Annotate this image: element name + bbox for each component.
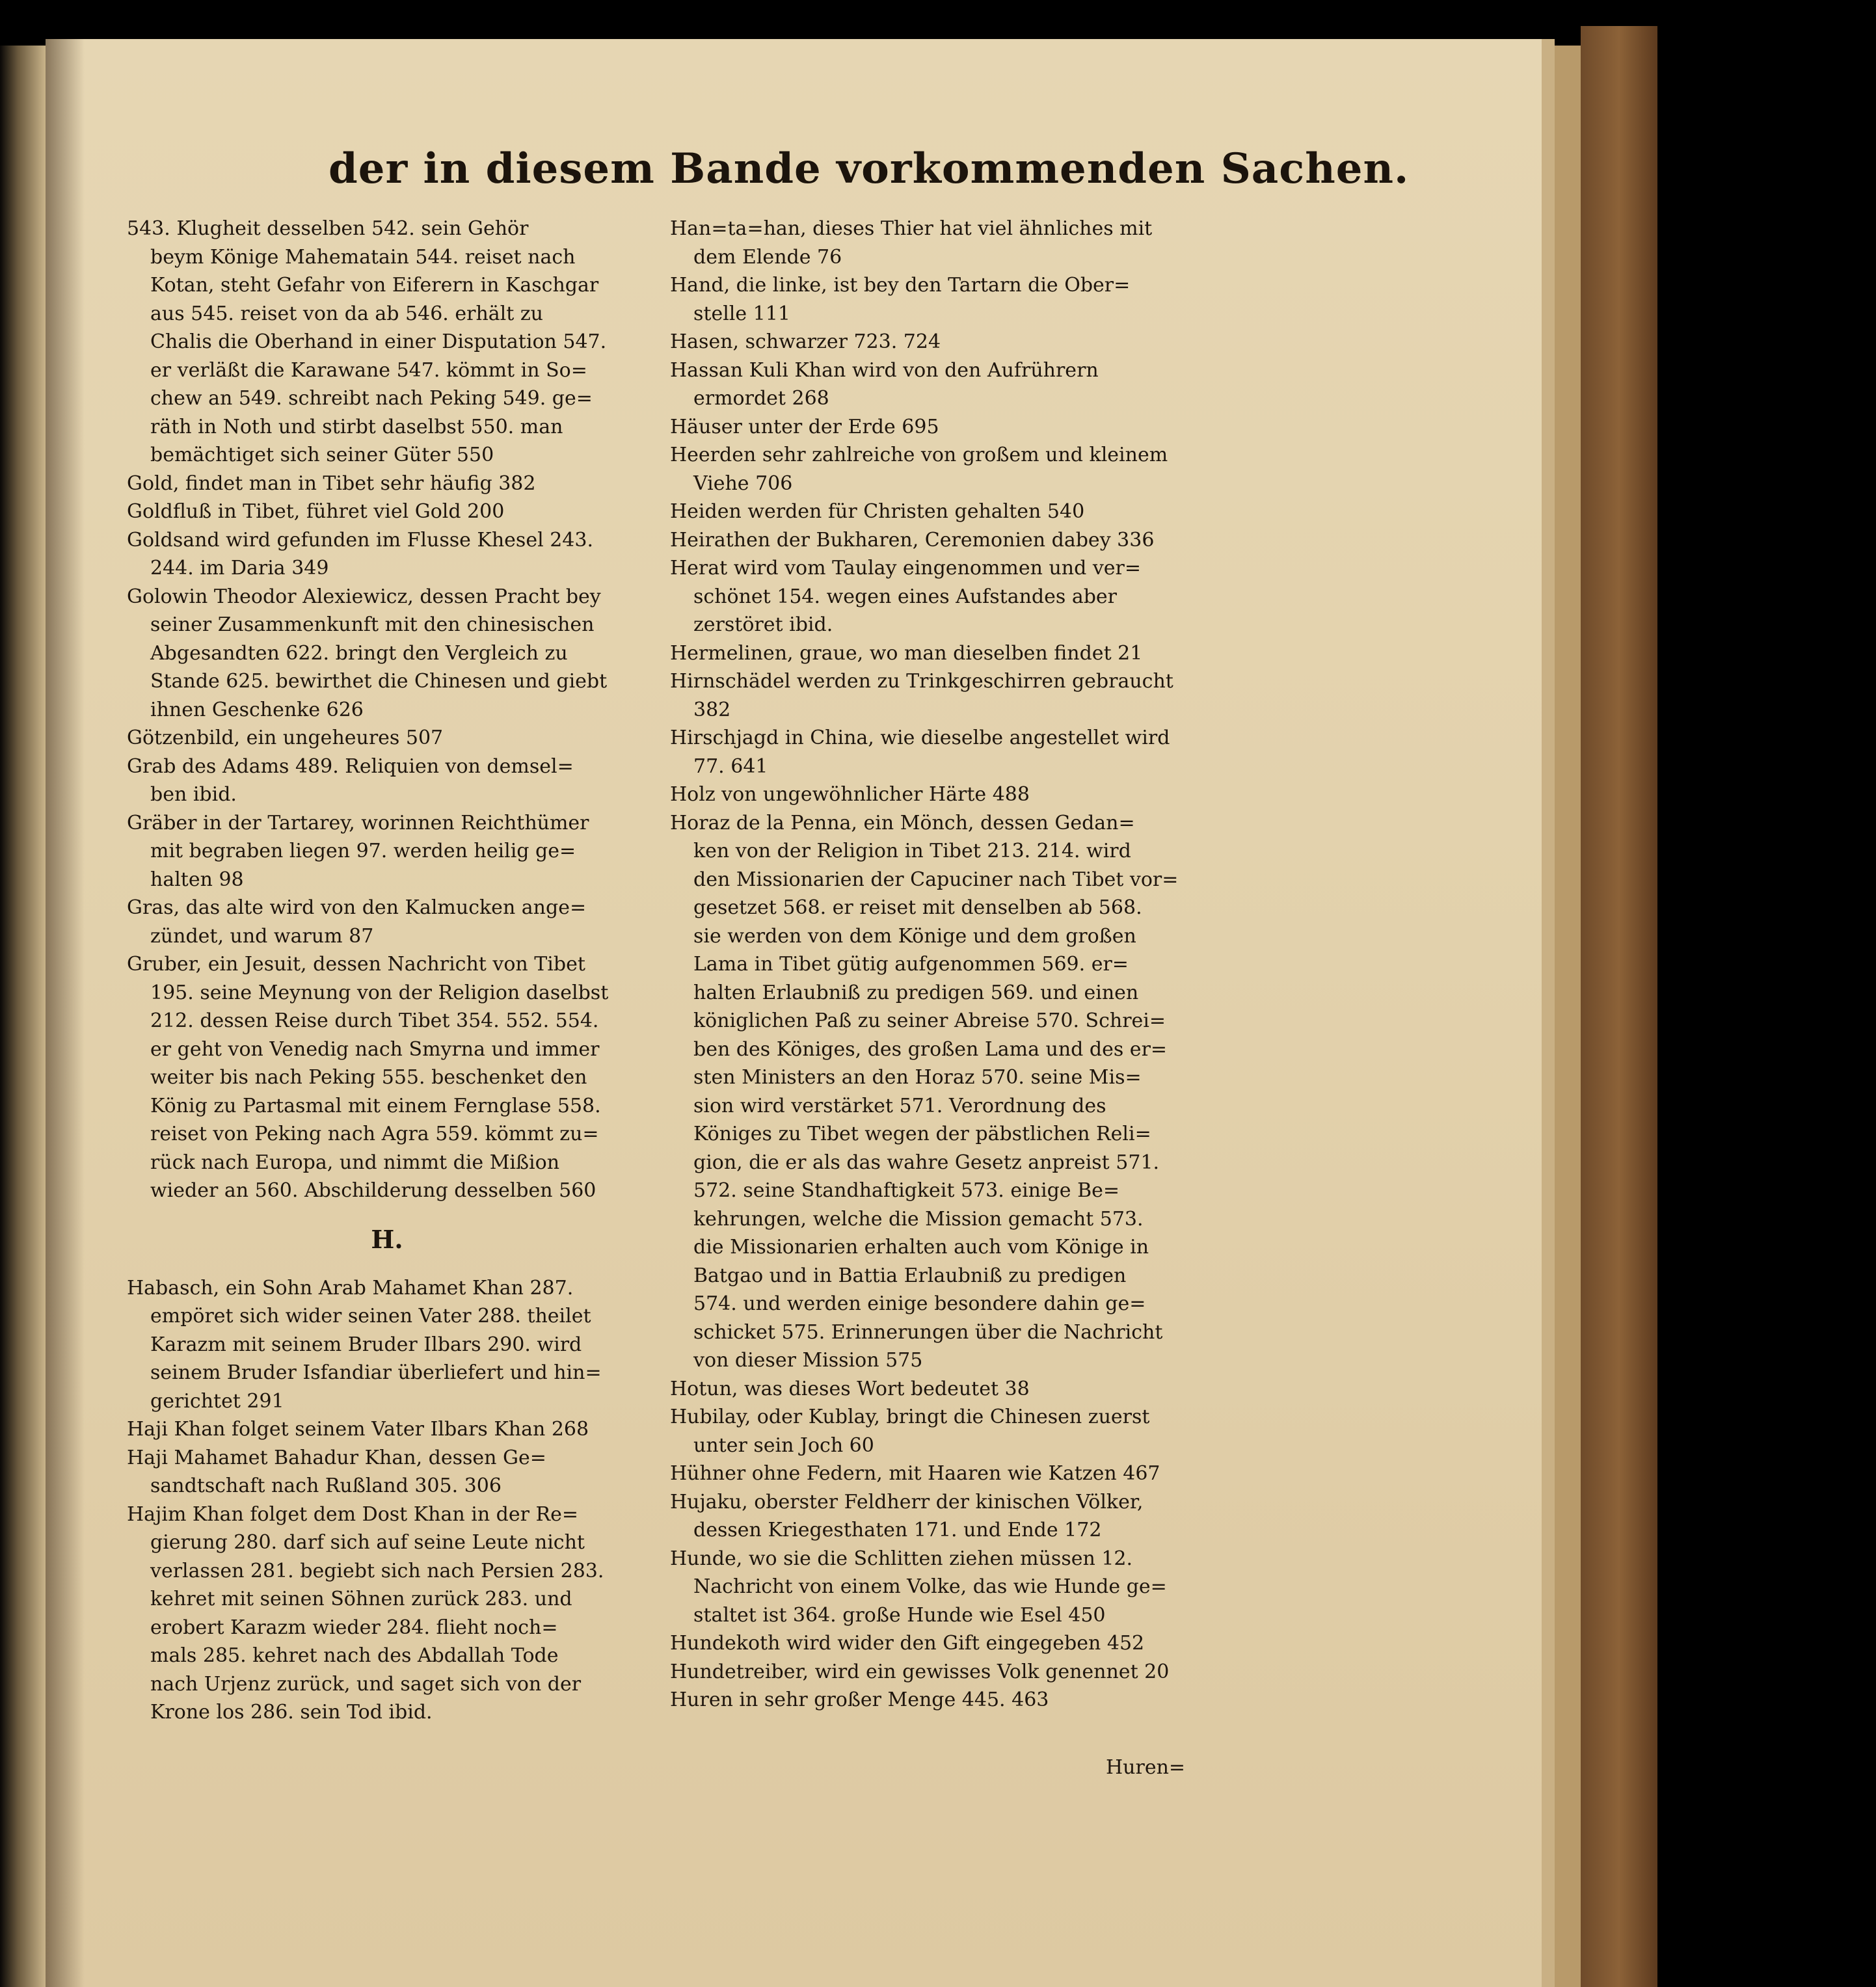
index-entry-line: 574. und werden einige besondere dahin ge= xyxy=(693,1292,1146,1315)
index-entry-line: nach Urjenz zurück, und saget sich von der xyxy=(150,1672,582,1696)
index-entry-line: ben des Königes, des großen Lama und des er= xyxy=(693,1037,1168,1061)
index-entry-line: unter sein Joch 60 xyxy=(693,1434,874,1457)
index-entry xyxy=(670,1545,1190,1630)
index-entry-line: bemächtiget sich seiner Güter 550 xyxy=(150,444,494,466)
index-entry-line: den Missionarien der Capuciner nach Tibet vor= xyxy=(693,868,1179,891)
index-entry-line: Hundekoth wird wider den Gift eingegeben 452 xyxy=(670,1632,1145,1655)
index-entry-line: Krone los 286. sein Tod ibid. xyxy=(150,1701,433,1724)
index-entry-line: Hotun, was dieses Wort bedeutet 38 xyxy=(670,1377,1030,1400)
catchword: Huren= xyxy=(1106,1756,1186,1779)
index-entry xyxy=(670,356,1190,413)
index-entry-line: König zu Partasmal mit einem Fernglase 558. xyxy=(150,1094,601,1117)
index-entry xyxy=(127,526,647,583)
facing-page-edge xyxy=(0,46,46,1987)
index-entry-line: Stande 625. bewirthet die Chinesen und giebt xyxy=(150,670,608,693)
index-entry xyxy=(670,554,1190,639)
index-entry-line: sandtschaft nach Rußland 305. 306 xyxy=(150,1474,502,1497)
index-entry xyxy=(670,724,1190,780)
index-entry-line: Karazm mit seinem Bruder Ilbars 290. wird xyxy=(150,1333,582,1356)
index-entry xyxy=(670,441,1190,498)
index-entry xyxy=(670,413,1190,442)
index-entry-line: Heirathen der Bukharen, Ceremonien dabey 336 xyxy=(670,528,1155,552)
index-entry-line: Hundetreiber, wird ein gewisses Volk genennet 20 xyxy=(670,1660,1170,1683)
index-entry-line: ermordet 268 xyxy=(693,387,829,410)
index-entry xyxy=(670,639,1190,668)
index-entry xyxy=(127,1415,647,1444)
index-entry-line: Gruber, ein Jesuit, dessen Nachricht von Tibet xyxy=(127,953,585,976)
index-entry xyxy=(670,809,1190,1375)
index-entry-line: Heerden sehr zahlreiche von großem und kleinem xyxy=(670,444,1168,466)
index-entry-line: Kotan, steht Gefahr von Eiferern in Kaschgar xyxy=(150,274,599,297)
index-entry-line: Hirschjagd in China, wie dieselbe angestellet wird xyxy=(670,727,1170,749)
index-entry xyxy=(670,1686,1190,1714)
index-entry-line: Haji Khan folget seinem Vater Ilbars Khan 268 xyxy=(127,1418,589,1441)
index-entry-line: 212. dessen Reise durch Tibet 354. 552. 554. xyxy=(150,1009,599,1032)
index-entry-line: chew an 549. schreibt nach Peking 549. ge= xyxy=(150,387,593,410)
index-entry-line: mals 285. kehret nach des Abdallah Tode xyxy=(150,1644,559,1667)
index-entry-line: rück nach Europa, und nimmt die Mißion xyxy=(150,1151,560,1174)
index-entry-line: ben ibid. xyxy=(150,783,237,806)
index-entry-line: verlassen 281. begiebt sich nach Persien 283. xyxy=(150,1559,604,1582)
index-entry-line: Goldfluß in Tibet, führet viel Gold 200 xyxy=(127,500,505,523)
index-entry-line: 382 xyxy=(693,698,731,721)
index-entry-line: gion, die er als das wahre Gesetz anpreist 571. xyxy=(693,1151,1160,1174)
index-entry-line: sion wird verstärket 571. Verordnung des xyxy=(693,1094,1106,1117)
index-entry xyxy=(670,1629,1190,1658)
page-edges-2 xyxy=(1555,46,1581,1987)
index-entry-line: seiner Zusammenkunft mit den chinesischen xyxy=(150,613,595,636)
index-entry-line: mit begraben liegen 97. werden heilig ge= xyxy=(150,840,576,862)
index-entry xyxy=(670,271,1190,328)
index-entry-line: Hermelinen, graue, wo man dieselben findet 21 xyxy=(670,641,1143,665)
index-entry xyxy=(127,498,647,526)
index-entry-line: 572. seine Standhaftigkeit 573. einige Be= xyxy=(693,1179,1120,1202)
index-entry-line: Horaz de la Penna, ein Mönch, dessen Gedan= xyxy=(670,811,1135,834)
index-entry-line: Götzenbild, ein ungeheures 507 xyxy=(127,727,444,749)
index-entry-line: 195. seine Meynung von der Religion daselbst xyxy=(150,981,609,1004)
index-entry-line: königlichen Paß zu seiner Abreise 570. Schrei= xyxy=(693,1009,1166,1032)
book-cover-edge xyxy=(1581,26,1657,1987)
index-entry-line: wieder an 560. Abschilderung desselben 560 xyxy=(150,1179,596,1202)
index-entry xyxy=(127,1500,647,1727)
index-entry-line: Hühner ohne Federn, mit Haaren wie Katzen 467 xyxy=(670,1462,1160,1485)
scan-border xyxy=(1657,0,1876,1987)
index-entry-line: zerstöret ibid. xyxy=(693,613,833,636)
index-entry-line: Han=ta=han, dieses Thier hat viel ähnliches mit xyxy=(670,217,1153,240)
index-entry-line: schönet 154. wegen eines Aufstandes aber xyxy=(693,585,1118,608)
index-entry xyxy=(670,1375,1190,1404)
index-entry-line: Königes zu Tibet wegen der päbstlichen Reli= xyxy=(693,1123,1151,1145)
index-entry xyxy=(127,809,647,894)
index-entry-line: Häuser unter der Erde 695 xyxy=(670,415,939,438)
index-entry-line: halten Erlaubniß zu predigen 569. und einen xyxy=(693,981,1139,1004)
index-entry-line: gerichtet 291 xyxy=(150,1389,284,1413)
index-entry-line: zündet, und warum 87 xyxy=(150,924,374,948)
index-entry-line: kehrungen, welche die Mission gemacht 573. xyxy=(693,1207,1144,1231)
section-heading: H. xyxy=(371,1224,403,1254)
index-entry xyxy=(127,753,647,809)
index-column-left xyxy=(127,215,647,1727)
index-entry-line: Hassan Kuli Khan wird von den Aufrührern xyxy=(670,358,1099,382)
index-entry-line: Holz von ungewöhnlicher Härte 488 xyxy=(670,783,1030,806)
index-entry-line: aus 545. reiset von da ab 546. erhält zu xyxy=(150,302,543,325)
index-entry xyxy=(127,1274,647,1416)
index-entry-line: ken von der Religion in Tibet 213. 214. wird xyxy=(693,840,1131,862)
index-entry xyxy=(670,215,1190,271)
index-entry xyxy=(127,583,647,725)
index-entry-line: Lama in Tibet gütig aufgenommen 569. er= xyxy=(693,953,1129,976)
index-entry-line: empöret sich wider seinen Vater 288. theilet xyxy=(150,1305,591,1327)
index-entry xyxy=(670,1460,1190,1488)
index-entry-line: die Missionarien erhalten auch vom Könige in xyxy=(693,1236,1149,1259)
index-entry xyxy=(127,470,647,498)
index-entry-line: Batgao und in Battia Erlaubniß zu predigen xyxy=(693,1264,1127,1287)
index-entry-line: halten 98 xyxy=(150,868,244,891)
index-entry-line: Heiden werden für Christen gehalten 540 xyxy=(670,500,1085,523)
index-entry xyxy=(670,780,1190,809)
index-entry-line: schicket 575. Erinnerungen über die Nachricht xyxy=(693,1320,1163,1344)
index-entry-line: sten Ministers an den Horaz 570. seine Mis= xyxy=(693,1066,1142,1089)
index-entry-line: beym Könige Mahematain 544. reiset nach xyxy=(150,245,576,269)
index-entry-line: erobert Karazm wieder 284. flieht noch= xyxy=(150,1616,558,1639)
index-entry-line: Herat wird vom Taulay eingenommen und ver= xyxy=(670,557,1142,580)
index-entry-line: Huren in sehr großer Menge 445. 463 xyxy=(670,1688,1049,1711)
index-entry-line: Haji Mahamet Bahadur Khan, dessen Ge= xyxy=(127,1446,546,1469)
index-entry-line: Habasch, ein Sohn Arab Mahamet Khan 287. xyxy=(127,1276,574,1300)
page-title: der in diesem Bande vorkommenden Sachen. xyxy=(328,144,1410,193)
index-column-right xyxy=(670,215,1190,1714)
index-entry xyxy=(670,328,1190,356)
index-entry xyxy=(127,1444,647,1500)
index-entry-line: Hajim Khan folget dem Dost Khan in der Re= xyxy=(127,1502,578,1526)
index-entry-line: er geht von Venedig nach Smyrna und immer xyxy=(150,1037,600,1061)
index-entry xyxy=(127,950,647,1205)
index-entry xyxy=(670,526,1190,555)
index-entry-line: Goldsand wird gefunden im Flusse Khesel 243. xyxy=(127,528,593,552)
index-entry-line: ihnen Geschenke 626 xyxy=(150,698,364,721)
index-entry-line: von dieser Mission 575 xyxy=(693,1349,923,1372)
index-entry-line: Hasen, schwarzer 723. 724 xyxy=(670,330,941,353)
index-entry-line: Hirnschädel werden zu Trinkgeschirren gebraucht xyxy=(670,670,1173,693)
index-entry-line: Viehe 706 xyxy=(693,472,793,495)
index-entry xyxy=(670,1488,1190,1545)
index-entry-line: gesetzet 568. er reiset mit denselben ab 568. xyxy=(693,896,1142,919)
index-entry-line: Chalis die Oberhand in einer Disputation 547. xyxy=(150,330,607,353)
index-entry-line: kehret mit seinen Söhnen zurück 283. und xyxy=(150,1588,572,1610)
index-entry xyxy=(127,894,647,950)
index-entry-line: 77. 641 xyxy=(693,754,768,778)
index-entry-line: gierung 280. darf sich auf seine Leute nicht xyxy=(150,1531,585,1554)
index-entry-line: 244. im Daria 349 xyxy=(150,557,329,580)
index-entry-line: er verläßt die Karawane 547. kömmt in So= xyxy=(150,358,587,382)
index-entry-line: räth in Noth und stirbt daselbst 550. man xyxy=(150,415,563,438)
index-entry-line: seinem Bruder Isfandiar überliefert und hin= xyxy=(150,1361,602,1384)
index-entry-line: dessen Kriegesthaten 171. und Ende 172 xyxy=(693,1519,1102,1541)
index-entry xyxy=(670,498,1190,526)
index-entry-line: reiset von Peking nach Agra 559. kömmt zu= xyxy=(150,1123,599,1145)
index-entry xyxy=(670,1658,1190,1687)
index-entry-line: Grab des Adams 489. Reliquien von demsel= xyxy=(127,754,574,778)
gutter-shadow xyxy=(46,39,85,1987)
index-entry-line: Golowin Theodor Alexiewicz, dessen Pracht bey xyxy=(127,585,601,608)
index-entry-line: Hubilay, oder Kublay, bringt die Chinesen zuerst xyxy=(670,1406,1150,1428)
index-entry-line: Gräber in der Tartarey, worinnen Reichthümer xyxy=(127,811,589,834)
index-entry-line: Hunde, wo sie die Schlitten ziehen müssen 12. xyxy=(670,1547,1133,1570)
index-entry-line: Abgesandten 622. bringt den Vergleich zu xyxy=(150,641,568,665)
index-entry xyxy=(670,1403,1190,1460)
index-entry-line: Gold, findet man in Tibet sehr häufig 382 xyxy=(127,472,536,495)
index-entry-line: Gras, das alte wird von den Kalmucken ange= xyxy=(127,896,587,919)
index-entry-line: sie werden von dem Könige und dem großen xyxy=(693,924,1136,948)
index-entry-line: 543. Klugheit desselben 542. sein Gehör xyxy=(127,217,529,240)
index-entry-line: stelle 111 xyxy=(693,302,790,325)
index-entry xyxy=(670,667,1190,724)
index-entry-line: weiter bis nach Peking 555. beschenket den xyxy=(150,1066,587,1089)
index-entry-line: Hujaku, oberster Feldherr der kinischen Völker, xyxy=(670,1490,1144,1514)
index-entry-line: staltet ist 364. große Hunde wie Esel 450 xyxy=(693,1603,1106,1627)
index-entry xyxy=(127,215,647,470)
page-edges xyxy=(1542,39,1555,1987)
index-entry xyxy=(127,724,647,753)
index-entry-line: Hand, die linke, ist bey den Tartarn die Ober= xyxy=(670,274,1131,297)
index-entry-line: Nachricht von einem Volke, das wie Hunde ge= xyxy=(693,1575,1167,1598)
index-entry-line: dem Elende 76 xyxy=(693,245,842,269)
